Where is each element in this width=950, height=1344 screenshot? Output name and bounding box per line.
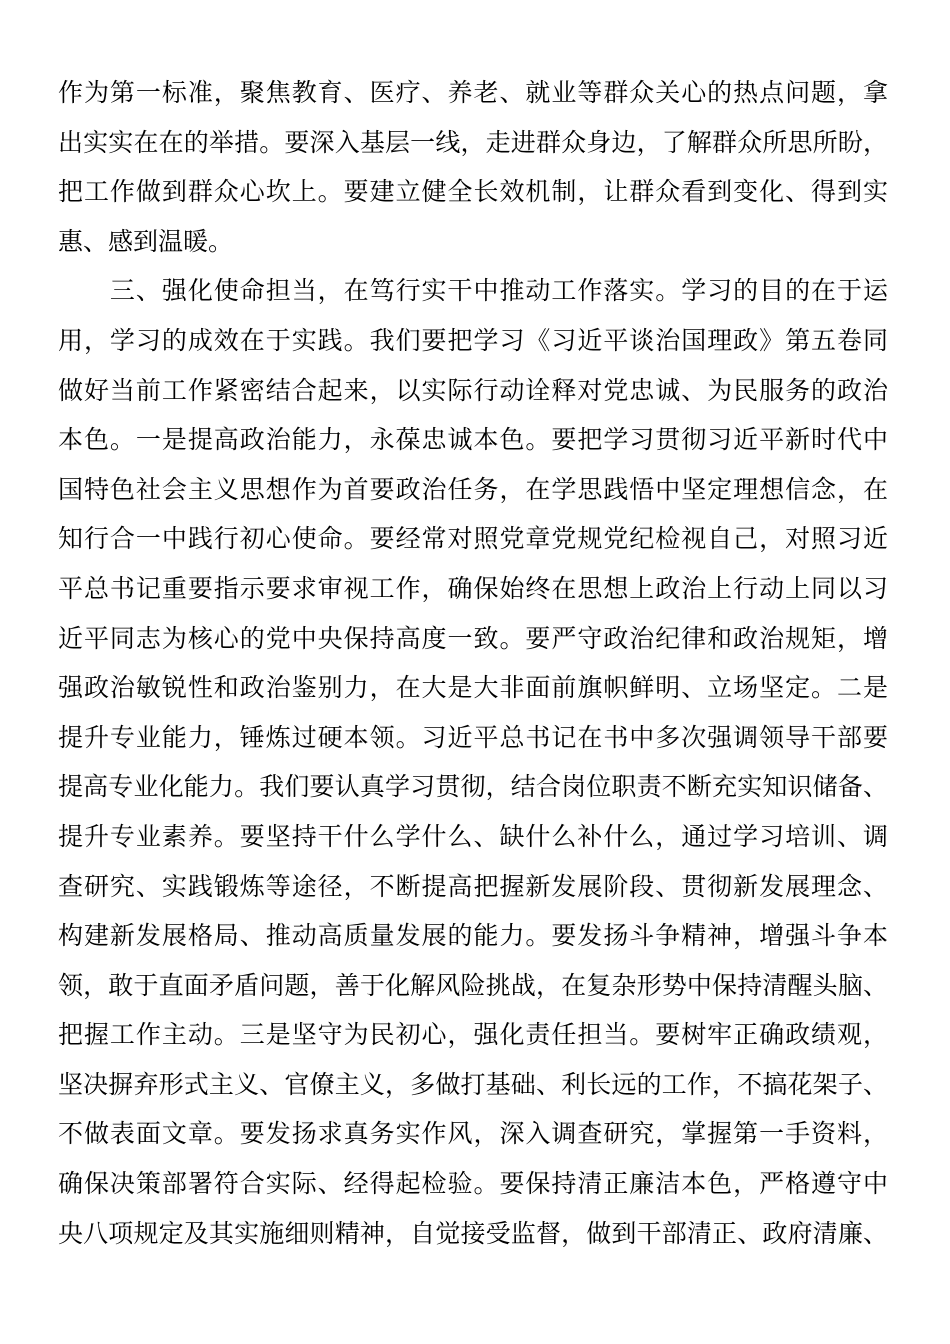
text-line: 查研究、实践锻炼等途径，不断提高把握新发展阶段、贯彻新发展理念、 xyxy=(58,871,888,901)
text-line: 强政治敏锐性和政治鉴别力，在大是大非面前旗帜鲜明、立场坚定。二是 xyxy=(58,673,888,703)
text-line: 本色。一是提高政治能力，永葆忠诚本色。要把学习贯彻习近平新时代中 xyxy=(58,425,888,455)
text-line: 国特色社会主义思想作为首要政治任务，在学思践悟中坚定理想信念，在 xyxy=(58,474,888,504)
text-line: 提升专业素养。要坚持干什么学什么、缺什么补什么，通过学习培训、调 xyxy=(58,821,888,851)
text-line: 把握工作主动。三是坚守为民初心，强化责任担当。要树牢正确政绩观， xyxy=(58,1020,888,1050)
text-line: 领，敢于直面矛盾问题，善于化解风险挑战，在复杂形势中保持清醒头脑、 xyxy=(58,970,888,1000)
text-line: 坚决摒弃形式主义、官僚主义，多做打基础、利长远的工作，不搞花架子、 xyxy=(58,1069,888,1099)
text-line: 提升专业能力，锤炼过硬本领。习近平总书记在书中多次强调领导干部要 xyxy=(58,722,888,752)
text-line: 近平同志为核心的党中央保持高度一致。要严守政治纪律和政治规矩，增 xyxy=(58,623,888,653)
text-line: 央八项规定及其实施细则精神，自觉接受监督，做到干部清正、政府清廉、 xyxy=(58,1218,888,1248)
text-line: 用，学习的成效在于实践。我们要把学习《习近平谈治国理政》第五卷同 xyxy=(58,325,888,355)
text-line: 不做表面文章。要发扬求真务实作风，深入调查研究，掌握第一手资料， xyxy=(58,1119,888,1149)
text-line: 知行合一中践行初心使命。要经常对照党章党规党纪检视自己，对照习近 xyxy=(58,524,888,554)
text-line: 惠、感到温暖。 xyxy=(58,226,234,256)
text-line: 把工作做到群众心坎上。要建立健全长效机制，让群众看到变化、得到实 xyxy=(58,177,888,207)
text-line: 提高专业化能力。我们要认真学习贯彻，结合岗位职责不断充实知识储备、 xyxy=(58,772,888,802)
text-line: 三、强化使命担当，在笃行实干中推动工作落实。学习的目的在于运 xyxy=(58,276,888,306)
text-line: 平总书记重要指示要求审视工作，确保始终在思想上政治上行动上同以习 xyxy=(58,573,888,603)
text-line: 确保决策部署符合实际、经得起检验。要保持清正廉洁本色，严格遵守中 xyxy=(58,1169,888,1199)
document-body xyxy=(58,68,888,1258)
text-line: 构建新发展格局、推动高质量发展的能力。要发扬斗争精神，增强斗争本 xyxy=(58,921,888,951)
text-line: 出实实在在的举措。要深入基层一线，走进群众身边，了解群众所思所盼， xyxy=(58,127,888,157)
text-line: 做好当前工作紧密结合起来，以实际行动诠释对党忠诚、为民服务的政治 xyxy=(58,375,888,405)
text-line: 作为第一标准，聚焦教育、医疗、养老、就业等群众关心的热点问题，拿 xyxy=(58,78,888,107)
